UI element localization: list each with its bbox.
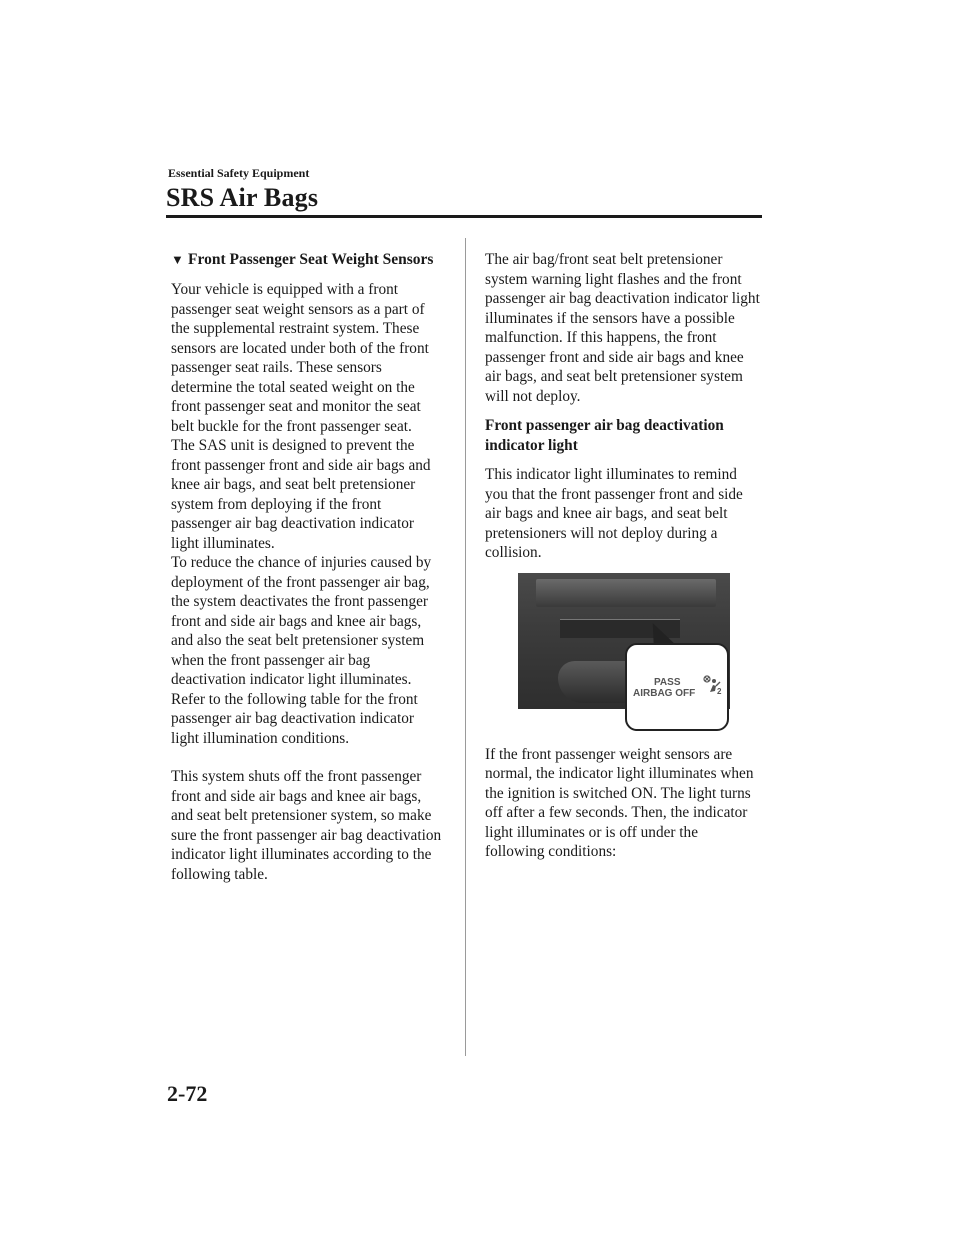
subheading-indicator-light: Front passenger air bag deactivation indicator light xyxy=(485,417,724,454)
paragraph-system-shutoff: This system shuts off the front passenger front and side air bags and knee air bags, and seat belt pretensioner system, so make sure the front passenger air bag deactivation indicator light illuminates according to the following table. xyxy=(171,768,442,883)
paragraph-normal-operation: If the front passenger weight sensors are normal, the indicator light illuminates when the ignition is switched ON. The light turns off after a few seconds. Then, the indicator light illuminates or is off under the following conditions: xyxy=(485,745,754,860)
section-heading-text: Front Passenger Seat Weight Sensors xyxy=(188,251,434,268)
paragraph-sensors-intro: Your vehicle is equipped with a front passenger seat weight sensors as a part of the supplemental restraint system. These sensors are located under both of the front passenger seat rails. These sensors determine the total seated weight on the front passenger seat and monitor the seat belt buckle for the front passenger seat. xyxy=(171,281,429,435)
passenger-airbag-off-icon xyxy=(703,675,723,697)
paragraph-reduce-injuries: To reduce the chance of injuries caused by deployment of the front passenger air bag, the system deactivates the front passenger front and side air bags and knee air bags, and also the seat belt pretensioner system when the front passenger air bag deactivation indicator light illuminates. xyxy=(171,554,432,688)
right-column xyxy=(485,250,761,862)
left-column xyxy=(171,250,445,884)
indicator-callout xyxy=(625,643,729,731)
paragraph-indicator-reminder: This indicator light illuminates to remind you that the front passenger front and side air bags and knee air bags, and seat belt pretensioners will not deploy during a collision. xyxy=(485,466,743,561)
page-number: 2-72 xyxy=(167,1081,208,1106)
console-bezel xyxy=(536,579,716,607)
page-title: SRS Air Bags xyxy=(166,183,319,212)
paragraph-malfunction: The air bag/front seat belt pretensioner system warning light flashes and the front passenger air bag deactivation indicator light illuminates if the sensors have a possible malfunction. If this happens, the front passenger front and side air bags and knee air bags, and seat belt pretensioner system will not deploy. xyxy=(485,251,760,405)
icon-number: 2 xyxy=(717,686,722,696)
section-heading xyxy=(171,250,445,270)
indicator-label-airbag-off: AIRBAG OFF xyxy=(633,687,696,699)
triangle-marker-icon: ▼ xyxy=(171,252,184,267)
paragraph-sas-unit: The SAS unit is designed to prevent the front passenger front and side air bags and knee air bags, and seat belt pretensioner system from deploying if the front passenger air bag deactivation indicator light illuminates. xyxy=(171,437,431,552)
column-divider xyxy=(465,238,466,1056)
title-rule xyxy=(166,215,762,218)
overhead-console-figure xyxy=(518,573,730,733)
paragraph-refer-table: Refer to the following table for the front passenger air bag deactivation indicator light illumination conditions. xyxy=(171,690,418,747)
section-label: Essential Safety Equipment xyxy=(168,166,310,180)
indicator-label-pass: PASS xyxy=(654,676,681,688)
